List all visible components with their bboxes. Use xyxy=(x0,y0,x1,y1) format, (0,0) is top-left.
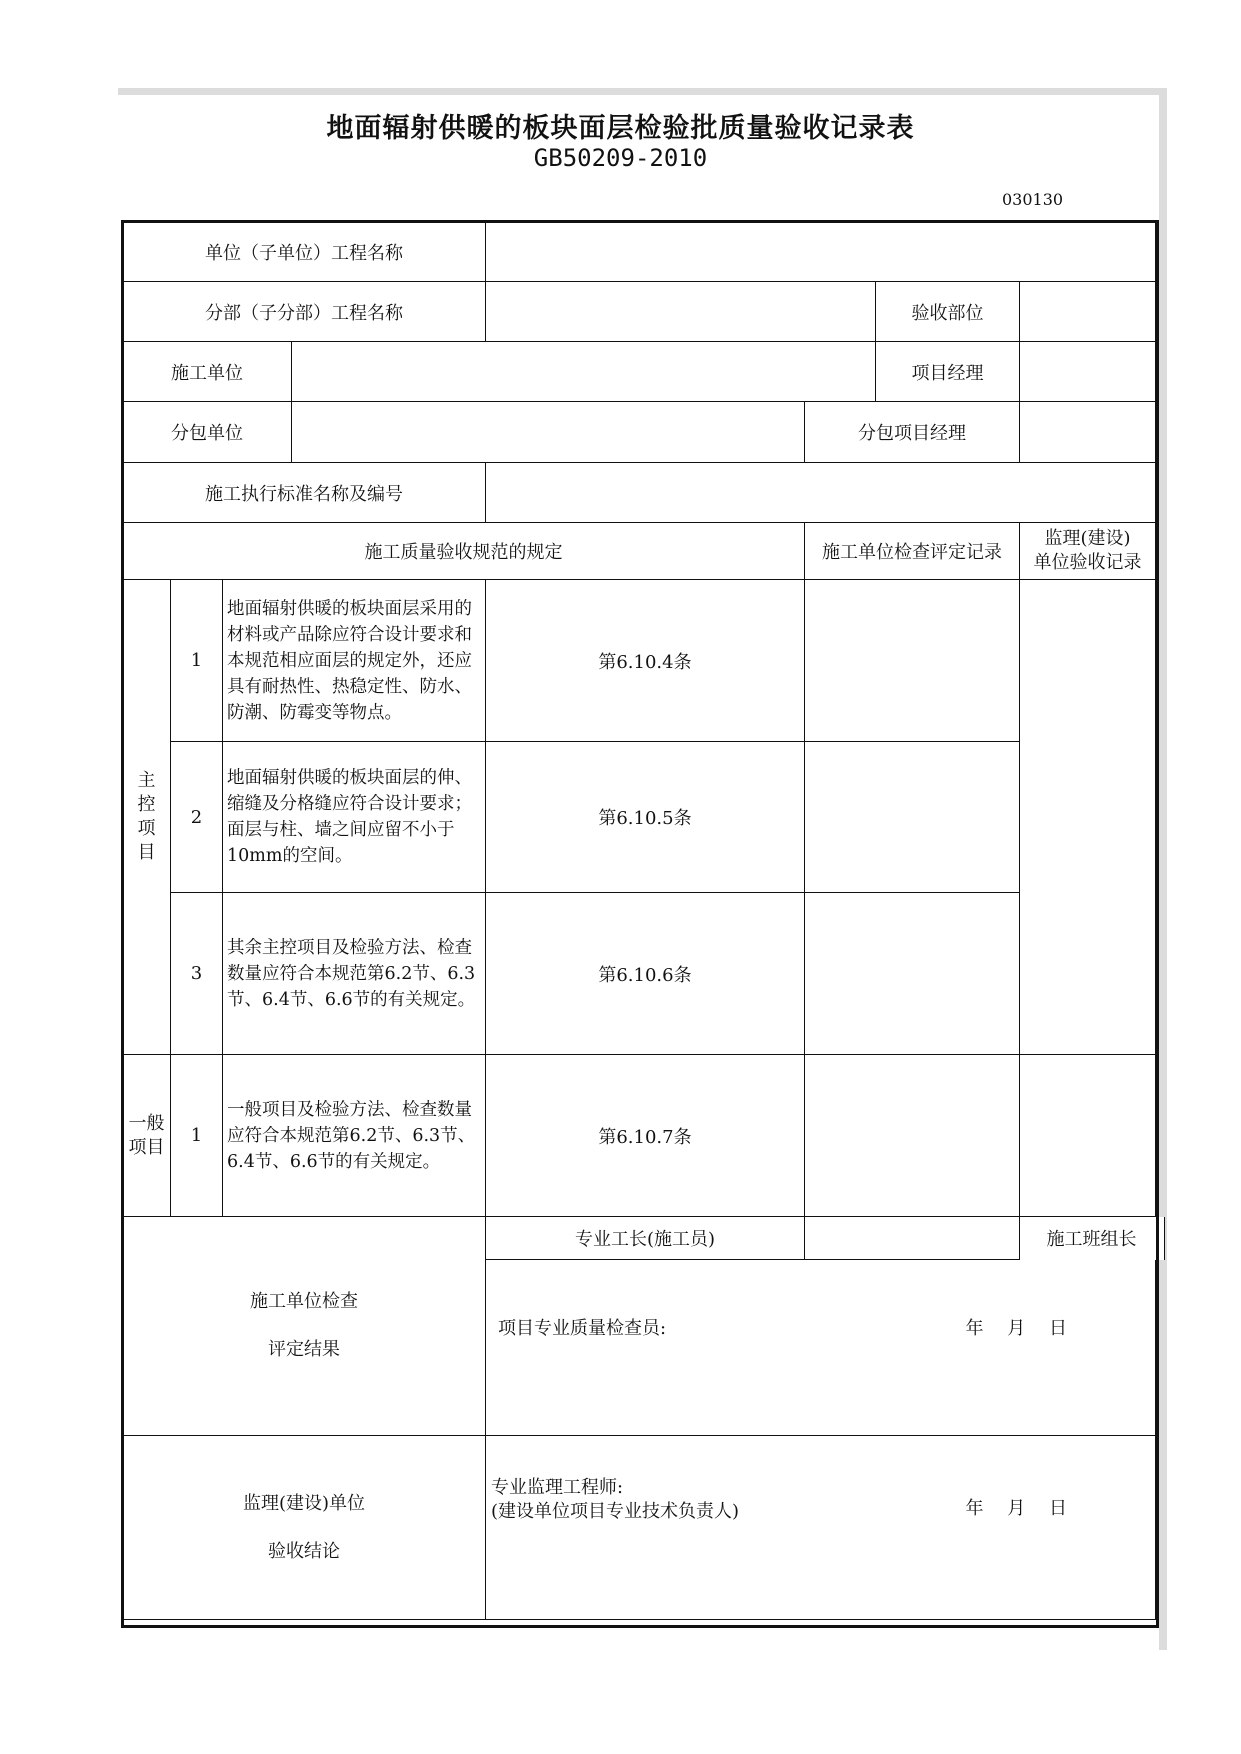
sub-project-name-field[interactable] xyxy=(486,282,876,342)
general-item-number: 1 xyxy=(171,1055,223,1217)
main-item-clause: 第6.10.6条 xyxy=(486,893,805,1055)
main-item-check-record[interactable] xyxy=(805,580,1020,742)
unit-project-name-field[interactable] xyxy=(486,222,1156,282)
main-item-clause: 第6.10.4条 xyxy=(486,580,805,742)
project-manager-field[interactable] xyxy=(1020,342,1156,402)
general-group-text: 项目 xyxy=(128,1136,165,1158)
construction-unit-label: 施工单位 xyxy=(123,342,292,402)
subcontract-manager-field[interactable] xyxy=(1020,402,1156,463)
main-group-char: 主 xyxy=(137,770,156,791)
main-item-requirement: 地面辐射供暖的板块面层采用的材料或产品除应符合设计要求和本规范相应面层的规定外，还应具有耐热性、热稳定性、防水、防潮、防霉变等物点。 xyxy=(223,580,486,742)
main-item-requirement: 其余主控项目及检验方法、检查数量应符合本规范第6.2节、6.3节、6.4节、6.6节的有关规定。 xyxy=(223,893,486,1055)
supervision-header-line2: 单位验收记录 xyxy=(1033,552,1142,573)
acceptance-form-table xyxy=(122,221,1156,1620)
acceptance-part-field[interactable] xyxy=(1020,282,1156,342)
unit-project-name-label: 单位（子单位）工程名称 xyxy=(123,222,486,282)
construction-unit-field[interactable] xyxy=(292,342,876,402)
acceptance-part-label: 验收部位 xyxy=(876,282,1020,342)
standard-name-field[interactable] xyxy=(486,463,1156,523)
sub-project-name-label: 分部（子分部）工程名称 xyxy=(123,282,486,342)
general-items-group-label xyxy=(123,1055,171,1217)
project-manager-label: 项目经理 xyxy=(876,342,1020,402)
supervision-engineer-label xyxy=(491,1476,739,1524)
main-items-supervision-record[interactable] xyxy=(1020,580,1156,1055)
general-group-text: 一般 xyxy=(128,1112,165,1134)
main-items-group-label xyxy=(123,580,171,1055)
subcontract-unit-label: 分包单位 xyxy=(123,402,292,463)
supervision-conclusion-label-line2: 验收结论 xyxy=(268,1540,340,1562)
main-item-number: 3 xyxy=(171,893,223,1055)
supervision-header xyxy=(1020,523,1156,580)
subcontract-unit-field[interactable] xyxy=(292,402,805,463)
main-item-check-record[interactable] xyxy=(805,742,1020,893)
subcontract-manager-label: 分包项目经理 xyxy=(805,402,1020,463)
general-item-supervision-record[interactable] xyxy=(1020,1055,1156,1217)
construction-check-result-field[interactable] xyxy=(486,1260,1156,1436)
page-shadow-right xyxy=(1159,88,1167,1650)
supervision-conclusion-label xyxy=(123,1436,486,1620)
supervision-conclusion-label-line1: 监理(建设)单位 xyxy=(242,1492,366,1514)
main-item-number: 2 xyxy=(171,742,223,893)
supervision-conclusion-field[interactable] xyxy=(486,1436,1156,1620)
foreman-label: 专业工长(施工员) xyxy=(486,1217,805,1260)
supervision-engineer-note: (建设单位项目专业技术负责人) xyxy=(491,1500,740,1522)
supervision-engineer: 专业监理工程师: xyxy=(491,1476,624,1498)
main-item-clause: 第6.10.5条 xyxy=(486,742,805,893)
main-item-number: 1 xyxy=(171,580,223,742)
spec-header: 施工质量验收规范的规定 xyxy=(123,523,805,580)
main-group-char: 控 xyxy=(137,794,156,815)
page-shadow-top xyxy=(118,88,1166,95)
supervision-date: 年 月 日 xyxy=(965,1497,1067,1519)
foreman-field[interactable] xyxy=(805,1217,1020,1260)
form-title: 地面辐射供暖的板块面层检验批质量验收记录表 xyxy=(326,113,915,144)
standard-name-label: 施工执行标准名称及编号 xyxy=(123,463,486,523)
construction-check-label-line1: 施工单位检查 xyxy=(250,1291,358,1312)
construction-check-label xyxy=(123,1217,486,1436)
general-item-check-record[interactable] xyxy=(805,1055,1020,1217)
supervision-header-line1: 监理(建设) xyxy=(1044,528,1131,549)
main-item-requirement: 地面辐射供暖的板块面层的伸、缩缝及分格缝应符合设计要求；面层与柱、墙之间应留不小于10mm的空间。 xyxy=(223,742,486,893)
main-group-char: 项 xyxy=(137,818,156,839)
main-item-check-record[interactable] xyxy=(805,893,1020,1055)
document-number: 030130 xyxy=(1002,190,1064,209)
standard-code: GB50209-2010 xyxy=(533,144,708,172)
quality-inspector-label: 项目专业质量检查员: xyxy=(498,1317,667,1339)
inspection-date: 年 月 日 xyxy=(965,1317,1067,1339)
construction-check-label-line2: 评定结果 xyxy=(268,1339,340,1360)
general-item-clause: 第6.10.7条 xyxy=(486,1055,805,1217)
team-leader-label: 施工班组长 xyxy=(1019,1217,1165,1260)
check-record-header: 施工单位检查评定记录 xyxy=(805,523,1020,580)
general-item-requirement: 一般项目及检验方法、检查数量应符合本规范第6.2节、6.3节、6.4节、6.6节的有关规定。 xyxy=(223,1055,486,1217)
main-group-char: 目 xyxy=(137,842,156,863)
